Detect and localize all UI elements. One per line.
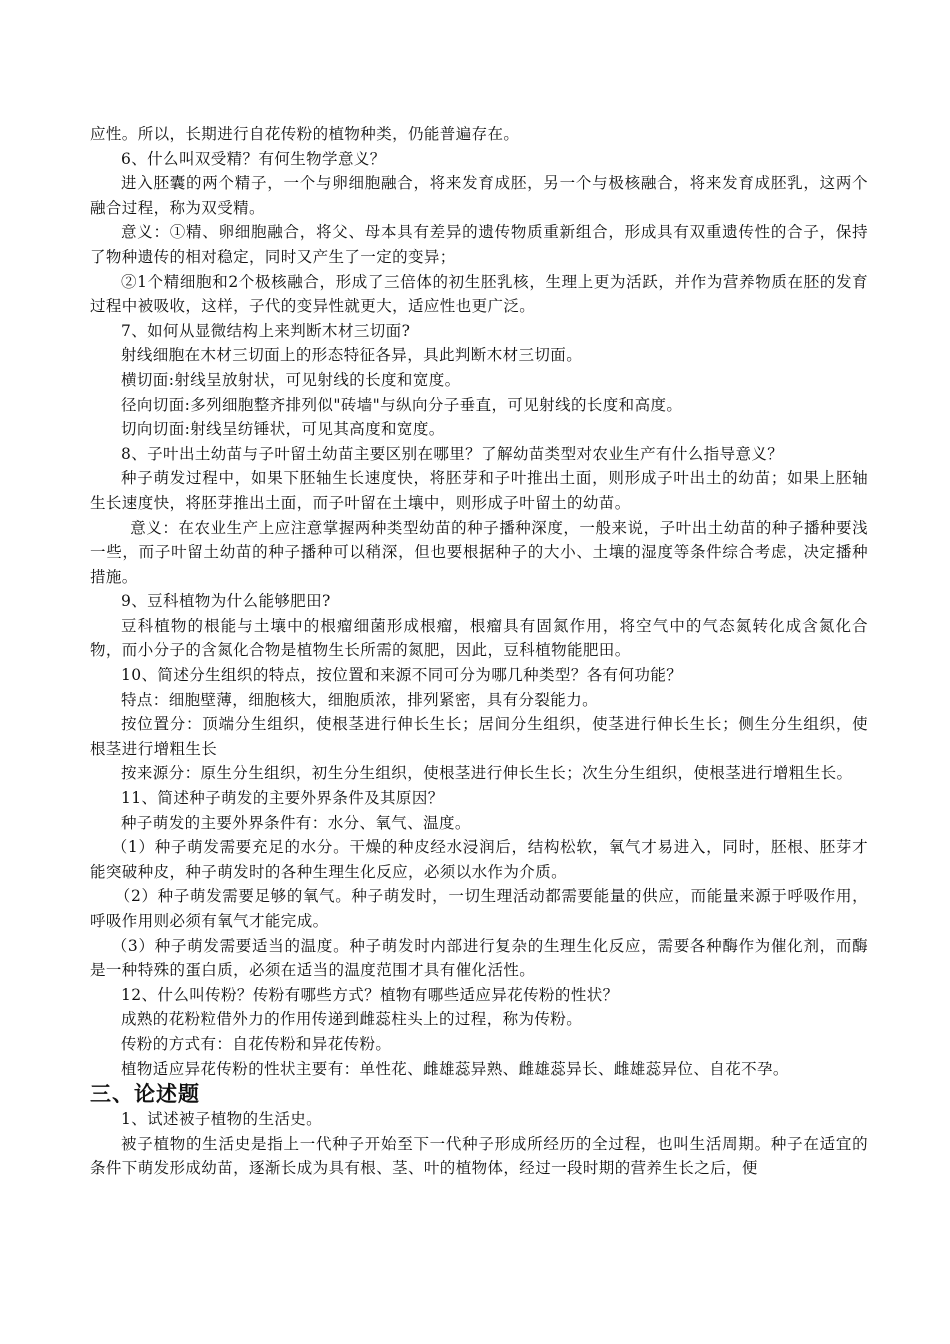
question-heading: 10、简述分生组织的特点，按位置和来源不同可分为哪几种类型？各有何功能？ — [121, 666, 683, 685]
question-heading: 8、子叶出土幼苗与子叶留土幼苗主要区别在哪里？了解幼苗类型对农业生产有什么指导意义？ — [121, 444, 784, 463]
paragraph: 被子植物的生活史是指上一代种子开始至下一代种子形成所经历的全过程，也叫生活周期。种子在适宜的条件下萌发形成幼苗，逐渐长成为具有根、茎、叶的植物体，经过一段时期的营养生长之后，便 — [90, 1134, 868, 1178]
paragraph: 意义：在农业生产上应注意掌握两种类型幼苗的种子播种深度，一般来说，子叶出土幼苗的种子播种要浅一些，而子叶留土幼苗的种子播种可以稍深，但也要根据种子的大小、土壤的湿度等条件综合考虑，决定播种措施。 — [90, 518, 868, 586]
paragraph: （2）种子萌发需要足够的氧气。种子萌发时，一切生理活动都需要能量的供应，而能量来源于呼吸作用，呼吸作用则必须有氧气才能完成。 — [90, 887, 868, 930]
paragraph: 意义：①精、卵细胞融合，将父、母本具有差异的遗传物质重新组合，形成具有双重遗传性的合子，保持了物种遗传的相对稳定，同时又产生了一定的变异； — [90, 223, 868, 266]
paragraph: 豆科植物的根能与土壤中的根瘤细菌形成根瘤，根瘤具有固氮作用，将空气中的气态氮转化成含氮化合物，而小分子的含氮化合物是植物生长所需的氮肥，因此，豆科植物能肥田。 — [90, 616, 868, 660]
question-heading: 12、什么叫传粉？传粉有哪些方式？植物有哪些适应异花传粉的性状？ — [121, 985, 619, 1004]
question-heading: 7、如何从显微结构上来判断木材三切面? — [121, 321, 411, 340]
paragraph: 特点：细胞壁薄，细胞核大，细胞质浓，排列紧密，具有分裂能力。 — [121, 690, 599, 709]
paragraph: 切向切面:射线呈纺锤状，可见其高度和宽度。 — [121, 420, 445, 439]
paragraph: 按位置分：顶端分生组织，使根茎进行伸长生长；居间分生组织，使茎进行伸长生长；侧生分生组织，使根茎进行增粗生长 — [90, 715, 868, 758]
paragraph: 种子萌发过程中，如果下胚轴生长速度快，将胚芽和子叶推出土面，则形成子叶出土的幼苗；如果上胚轴生长速度快，将胚芽推出土面，而子叶留在土壤中，则形成子叶留土的幼苗。 — [90, 469, 868, 512]
paragraph: 传粉的方式有：自花传粉和异花传粉。 — [121, 1034, 392, 1053]
question-heading: 11、简述种子萌发的主要外界条件及其原因？ — [121, 789, 444, 808]
paragraph: （1）种子萌发需要充足的水分。干燥的种皮经水浸润后，结构松软，氧气才易进入，同时，胚根、胚芽才能突破种皮，种子萌发时的各种生理生化反应，必须以水作为介质。 — [90, 838, 868, 881]
paragraph: 植物适应异花传粉的性状主要有：单性花、雌雄蕊异熟、雌雄蕊异长、雌雄蕊异位、自花不孕。 — [121, 1059, 789, 1078]
question-heading: 6、什么叫双受精？有何生物学意义？ — [121, 149, 386, 168]
question-heading: 1、试述被子植物的生活史。 — [121, 1110, 323, 1129]
paragraph: ②1个精细胞和2个极核融合，形成了三倍体的初生胚乳核，生理上更为活跃，并作为营养物质在胚的发育过程中被吸收，这样，子代的变异性就更大，适应性也更广泛。 — [90, 272, 868, 316]
paragraph: 横切面:射线呈放射状，可见射线的长度和宽度。 — [121, 370, 461, 389]
paragraph: 按来源分：原生分生组织，初生分生组织，使根茎进行伸长生长；次生分生组织，使根茎进行增粗生长。 — [121, 764, 853, 783]
paragraph: 射线细胞在木材三切面上的形态特征各异，具此判断木材三切面。 — [121, 346, 583, 365]
document-body — [90, 122, 868, 1181]
question-heading: 9、豆科植物为什么能够肥田? — [121, 592, 331, 611]
section-heading: 三、论述题 — [90, 1081, 200, 1107]
paragraph: 径向切面:多列细胞整齐排列似"砖墙"与纵向分子垂直，可见射线的长度和高度。 — [121, 395, 683, 414]
paragraph: （3）种子萌发需要适当的温度。种子萌发时内部进行复杂的生理生化反应，需要各种酶作为催化剂，而酶是一种特殊的蛋白质，必须在适当的温度范围才具有催化活性。 — [90, 936, 868, 980]
paragraph: 应性。所以，长期进行自花传粉的植物种类，仍能普遍存在。 — [90, 125, 520, 143]
paragraph: 进入胚囊的两个精子，一个与卵细胞融合，将来发育成胚，另一个与极核融合，将来发育成胚乳，这两个融合过程，称为双受精。 — [90, 174, 868, 217]
paragraph: 成熟的花粉粒借外力的作用传递到雌蕊柱头上的过程，称为传粉。 — [121, 1010, 583, 1029]
paragraph: 种子萌发的主要外界条件有：水分、氧气、温度。 — [121, 813, 471, 832]
